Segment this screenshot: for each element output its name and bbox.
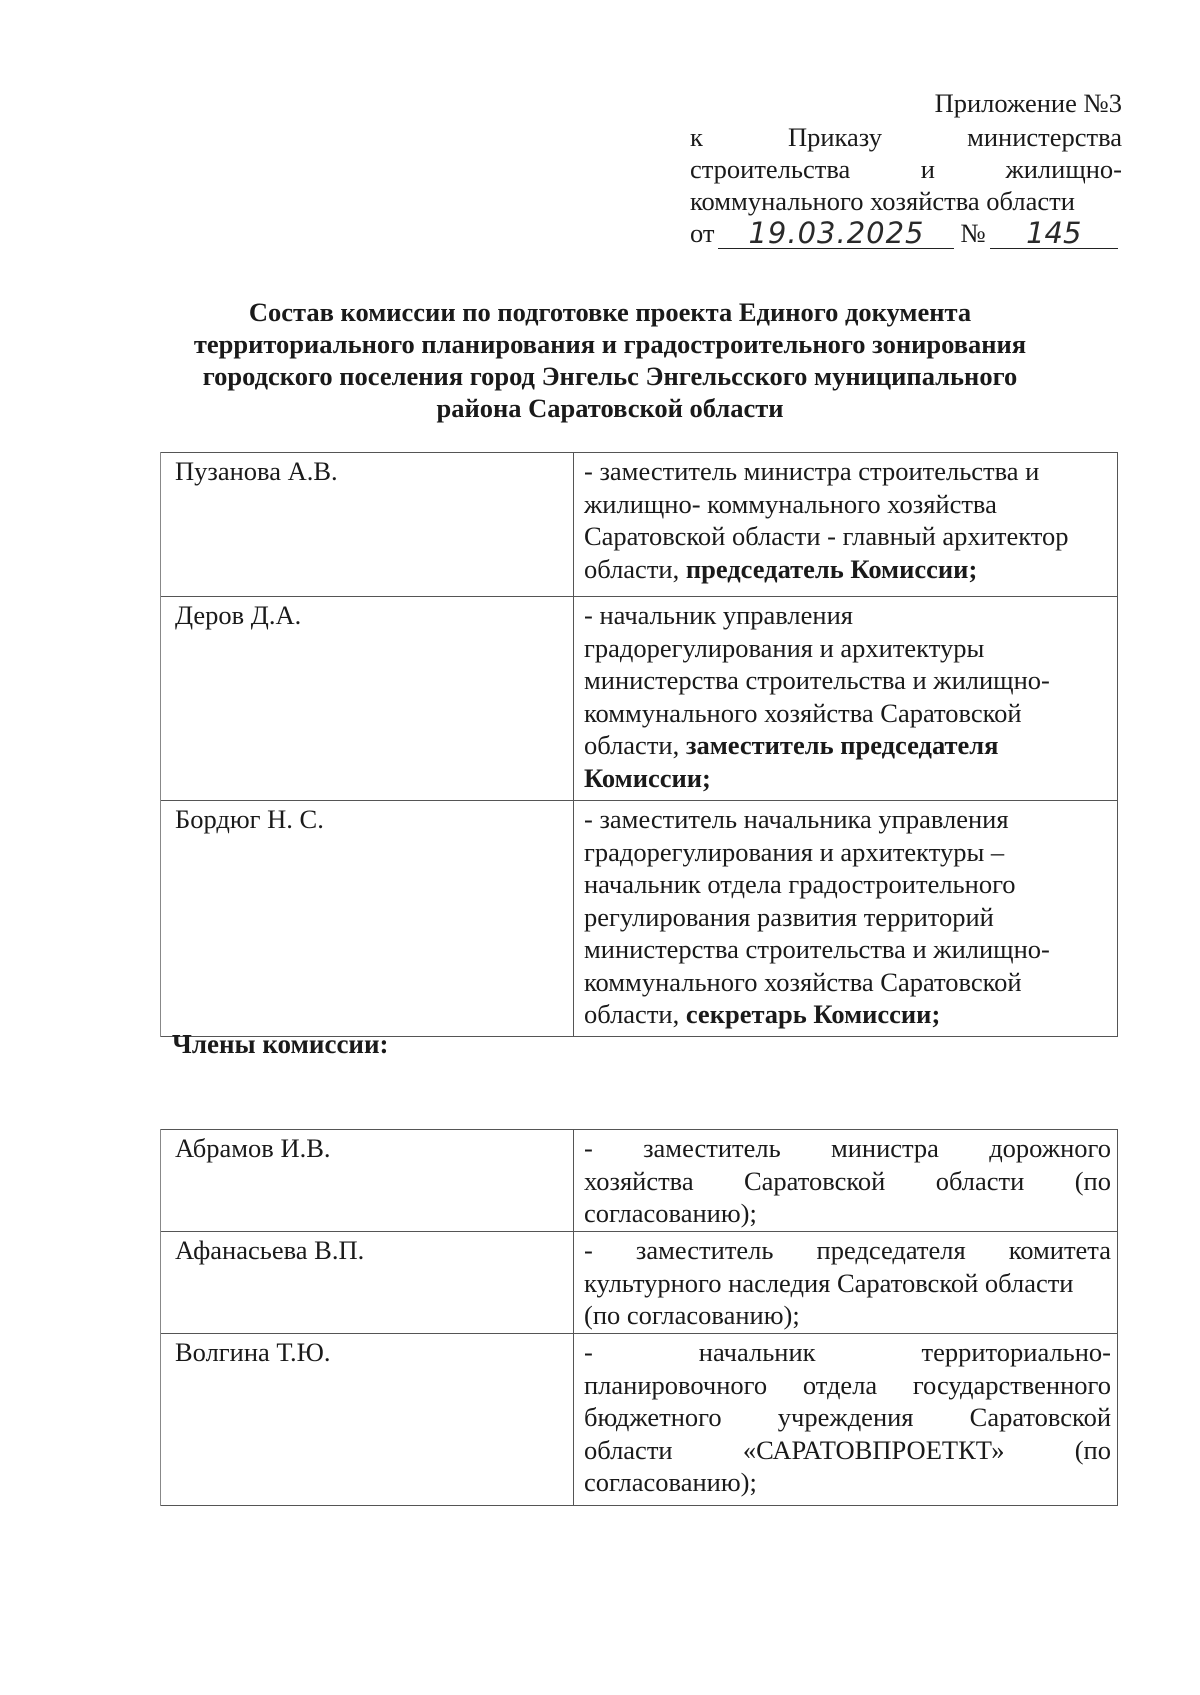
role-line: согласованию); xyxy=(584,1467,757,1497)
role-word: бюджетного xyxy=(584,1402,722,1432)
role-line: начальник отдела градостроительного xyxy=(584,869,1016,899)
handwritten-number: 145 xyxy=(990,218,1118,249)
role-word: планировочного xyxy=(584,1369,768,1400)
role-word: «САРАТОВПРОЕТКТ» xyxy=(742,1434,1005,1465)
role-word: начальник xyxy=(698,1337,816,1367)
title-line: Состав комиссии по подготовке проекта Единого документа xyxy=(248,297,972,327)
role-line: коммунального хозяйства Саратовской xyxy=(584,966,1022,997)
table-row xyxy=(161,453,1118,597)
role-word: территориально- xyxy=(921,1337,1111,1367)
member-role xyxy=(574,1130,1118,1232)
role-line: коммунального хозяйства Саратовской xyxy=(584,697,1022,728)
title-line: района Саратовской области xyxy=(436,393,784,423)
role-line: министерства строительства и жилищно- xyxy=(584,934,1050,964)
role-word: - xyxy=(584,1235,593,1265)
members-table xyxy=(160,1129,1118,1506)
role-word: государственного xyxy=(912,1369,1111,1400)
role-word: хозяйства xyxy=(584,1165,694,1196)
role-line: согласованию); xyxy=(584,1198,757,1228)
role-word: заместитель xyxy=(643,1133,781,1163)
role-word: (по xyxy=(1074,1165,1111,1196)
title-line: городского поселения город Энгельс Энгельсского муниципального xyxy=(202,361,1018,391)
role-text: области, xyxy=(584,553,686,584)
role-word: области xyxy=(584,1434,673,1465)
member-role xyxy=(574,1334,1118,1506)
role-word: Саратовской xyxy=(969,1402,1111,1432)
role-line: регулирования развития территорий xyxy=(584,901,994,932)
header-word: и xyxy=(920,154,935,184)
members-heading: Члены комиссии: xyxy=(172,1029,389,1059)
header-word: Приказу xyxy=(787,122,882,152)
date-prefix: от xyxy=(690,218,715,248)
role-text: области, xyxy=(584,730,686,760)
role-word: заместитель xyxy=(635,1235,774,1265)
member-name: Бордюг Н. С. xyxy=(161,801,574,1037)
role-line: градорегулирования и архитектуры – xyxy=(584,836,1005,867)
member-role xyxy=(574,597,1118,801)
role-line xyxy=(584,1336,1111,1369)
role-line xyxy=(584,1132,1111,1165)
role-word: - xyxy=(584,1337,593,1367)
role-line: (по согласованию); xyxy=(584,1300,800,1330)
role-title: председатель Комиссии; xyxy=(685,553,978,584)
header-word: министерства xyxy=(967,122,1122,152)
member-role xyxy=(574,453,1118,597)
appendix-label: Приложение №3 xyxy=(934,88,1122,118)
role-line xyxy=(584,1434,1111,1467)
number-prefix: № xyxy=(960,218,986,248)
member-name: Деров Д.А. xyxy=(161,597,574,801)
role-line: градорегулирования и архитектуры xyxy=(584,632,985,663)
table-row xyxy=(161,597,1118,801)
role-line xyxy=(584,553,1111,586)
member-role xyxy=(574,801,1118,1037)
member-name: Волгина Т.Ю. xyxy=(161,1334,574,1506)
role-line: Саратовской области - главный архитектор xyxy=(584,521,1069,551)
role-line xyxy=(584,1234,1111,1267)
role-title: заместитель председателя xyxy=(685,730,999,760)
role-word: Саратовской xyxy=(744,1165,886,1196)
role-word: дорожного xyxy=(989,1133,1111,1163)
table-row xyxy=(161,1334,1118,1506)
role-line: - заместитель начальника управления xyxy=(584,804,1009,834)
role-line: министерства строительства и жилищно- xyxy=(584,665,1050,695)
header-line-order xyxy=(690,122,1122,153)
role-line xyxy=(584,729,1111,762)
header-line-region: коммунального хозяйства области xyxy=(690,186,1075,216)
role-line xyxy=(584,1165,1111,1198)
role-title: секретарь Комиссии; xyxy=(685,999,941,1029)
header-word: жилищно- xyxy=(1005,154,1122,184)
role-word: отдела xyxy=(802,1369,878,1400)
table-row xyxy=(161,801,1118,1037)
role-word: области xyxy=(935,1165,1025,1196)
role-word: председателя xyxy=(816,1235,966,1265)
role-word: (по xyxy=(1074,1434,1111,1465)
role-word: учреждения xyxy=(777,1402,914,1432)
role-line: культурного наследия Саратовской области xyxy=(584,1267,1074,1298)
table-row xyxy=(161,1232,1118,1334)
table-row xyxy=(161,1130,1118,1232)
header-date-number-line xyxy=(690,218,1122,249)
header-word: строительства xyxy=(690,154,851,184)
member-name: Пузанова А.В. xyxy=(161,453,574,597)
member-name: Абрамов И.В. xyxy=(161,1130,574,1232)
header-line-ministry xyxy=(690,154,1122,185)
role-line: - заместитель министра строительства и xyxy=(584,456,1040,486)
role-line xyxy=(584,998,1111,1031)
member-name: Афанасьева В.П. xyxy=(161,1232,574,1334)
header-word: к xyxy=(690,122,703,152)
role-word: комитета xyxy=(1008,1235,1111,1265)
handwritten-date: 19.03.2025 xyxy=(718,218,954,249)
role-line xyxy=(584,1401,1111,1434)
role-line: - начальник управления xyxy=(584,600,853,630)
role-line: жилищно- коммунального хозяйства xyxy=(584,488,997,519)
role-text: области, xyxy=(584,999,686,1029)
role-title: Комиссии; xyxy=(584,762,711,793)
role-line xyxy=(584,1369,1111,1402)
leadership-table xyxy=(160,452,1118,1037)
role-line xyxy=(584,762,1111,795)
document-title xyxy=(150,296,1070,424)
role-word: министра xyxy=(830,1133,939,1163)
role-word: - xyxy=(584,1133,593,1163)
member-role xyxy=(574,1232,1118,1334)
title-line: территориального планирования и градостроительного зонирования xyxy=(193,329,1027,359)
